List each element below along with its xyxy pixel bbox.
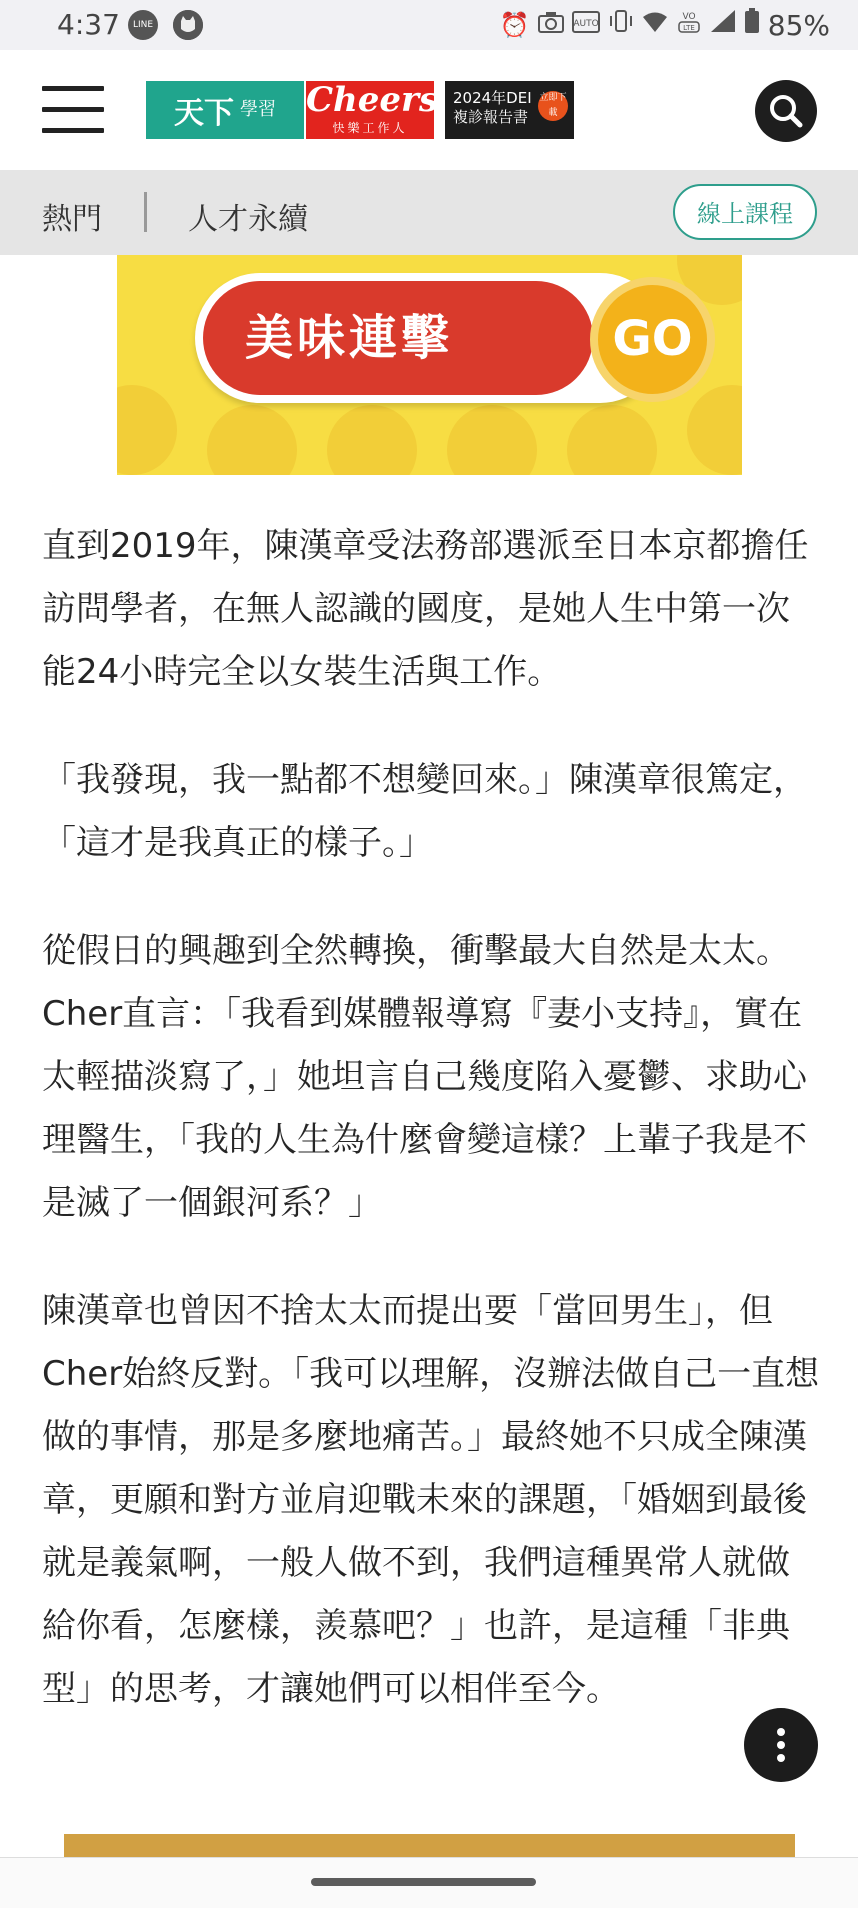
signal-icon (710, 8, 736, 42)
cat-icon (173, 10, 203, 40)
dei-report-banner[interactable] (445, 81, 574, 139)
dei-banner-line1: 2024年DEI (453, 89, 532, 107)
ad-go-button[interactable]: GO (590, 277, 715, 402)
nav-divider (144, 192, 147, 232)
battery-level: 85% (767, 8, 830, 42)
article-paragraph: 「我發現，我一點都不想變回來。」陳漢章很篤定，「這才是我真正的樣子。」 (42, 760, 807, 863)
ad-pill (195, 273, 693, 403)
article-paragraph: 直到2019年，陳漢章受法務部選派至日本京都擔任訪問學者，在無人認識的國度，是她人生中第一次能24小時完全以女裝生活與工作。 (42, 526, 809, 692)
nav-item-hot[interactable]: 熱門 (42, 202, 102, 237)
svg-text:VO: VO (682, 11, 696, 22)
dei-banner-line2: 複診報告書 (453, 108, 529, 126)
battery-icon (744, 8, 760, 43)
article-body (42, 515, 822, 1766)
camera-icon (538, 8, 564, 42)
svg-text:LTE: LTE (682, 23, 695, 32)
alarm-icon: ⏰ (499, 11, 530, 39)
nav-item-talent-sustainability[interactable]: 人才永續 (188, 202, 308, 237)
logo-cheers-title: Cheers (306, 80, 439, 120)
online-course-button[interactable]: 線上課程 (673, 184, 817, 240)
status-time: 4:37 (57, 8, 120, 41)
more-options-button[interactable] (744, 1708, 818, 1782)
home-gesture-handle[interactable] (311, 1878, 536, 1886)
auto-brightness-icon (572, 8, 600, 42)
wifi-icon (642, 8, 668, 42)
article-paragraph: 從假日的興趣到全然轉換，衝擊最大自然是太太。Cher直言：「我看到媒體報導寫『妻小支持』，實在太輕描淡寫了，」她坦言自己幾度陷入憂鬱、求助心理醫生，「我的人生為什麼會變這樣？上輩子我是不是滅了一個銀河系？」 (42, 931, 807, 1223)
svg-text:AUTO: AUTO (573, 19, 599, 29)
line-icon: LINE (128, 10, 158, 40)
search-button[interactable] (755, 80, 817, 142)
volte-icon (676, 8, 702, 43)
site-header (0, 50, 858, 170)
logo-learning-subtitle: 學習 (240, 99, 276, 120)
status-icons (500, 8, 830, 42)
logo-commonwealth-learning[interactable] (146, 81, 304, 139)
menu-icon[interactable] (42, 86, 104, 134)
gesture-nav-bar (0, 1857, 858, 1908)
category-nav (0, 170, 858, 255)
logo-cheers[interactable] (306, 80, 439, 139)
logo-learning-title: 天下 (174, 96, 234, 131)
search-icon (755, 80, 817, 142)
article-paragraph: 陳漢章也曾因不捨太太而提出要「當回男生」，但Cher始終反對。「我可以理解，沒辦法做自己一直想做的事情，那是多麼地痛苦。」最終她不只成全陳漢章，更願和對方並肩迎戰未來的課題，「婚姻到最後就是義氣啊，一般人做不到，我們這種異常人就做給你看，怎麼樣，羨慕吧？」也許，是這種「非典型」的思考，才讓她們可以相伴至今。 (42, 1291, 820, 1709)
logo-cheers-subtitle: 快樂工作人 (332, 121, 408, 135)
status-bar (0, 0, 858, 50)
dei-download-badge: 立即下載 (538, 91, 568, 121)
ad-text: 美味連擊 (203, 281, 593, 395)
vibrate-icon (608, 8, 634, 42)
ad-banner[interactable] (117, 255, 742, 475)
